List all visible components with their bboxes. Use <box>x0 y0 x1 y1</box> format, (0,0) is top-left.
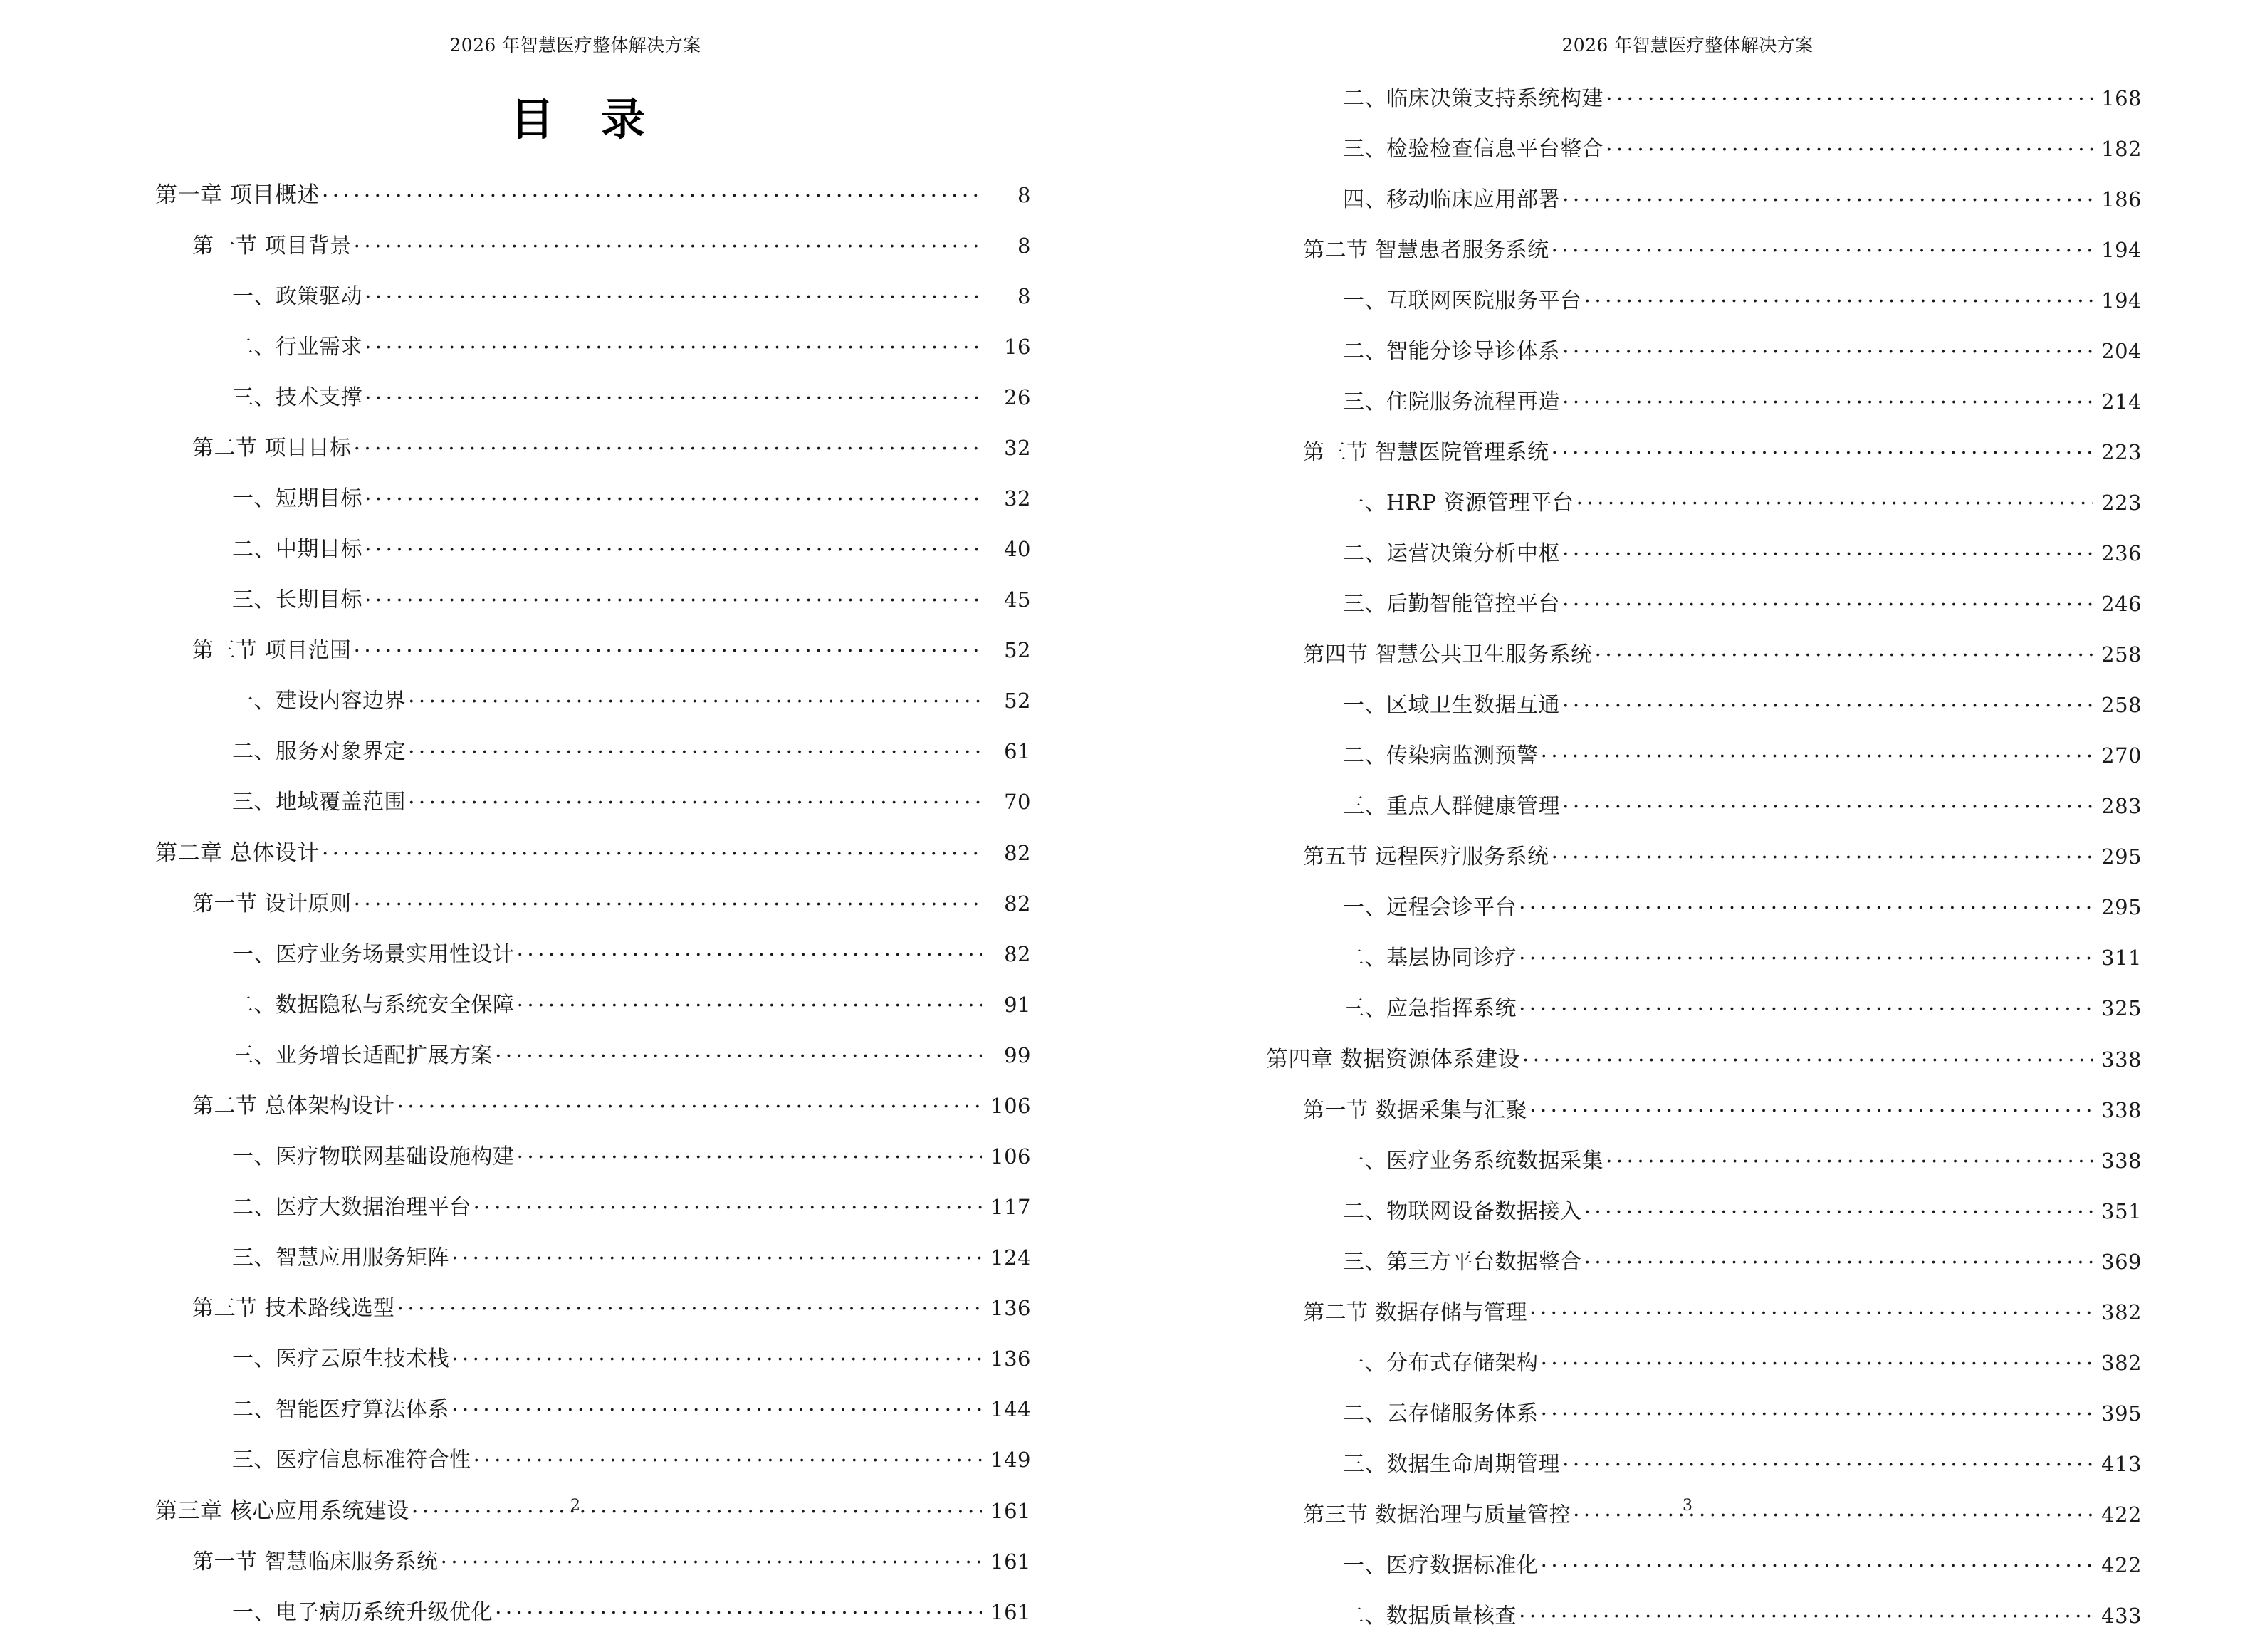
toc-entry-label: 第一节 项目背景 <box>192 234 352 258</box>
toc-entry-page-number: 26 <box>1004 385 1031 409</box>
page-title: 目 录 <box>510 93 661 145</box>
toc-entry-page-number: 32 <box>1004 486 1031 511</box>
toc-leader-dots <box>354 231 982 253</box>
toc-entry-page-number: 149 <box>990 1448 1031 1472</box>
toc-entry[interactable] <box>155 1092 1031 1117</box>
toc-entry-page-number: 338 <box>2101 1098 2142 1122</box>
toc-entry[interactable] <box>155 940 1031 966</box>
toc-entry-page-number: 382 <box>2101 1351 2142 1375</box>
toc-leader-dots <box>1562 792 2093 813</box>
toc-entry[interactable] <box>1266 1399 2142 1425</box>
toc-entry-label: 三、重点人群健康管理 <box>1343 794 1560 819</box>
toc-entry-label: 第五节 远程医疗服务系统 <box>1303 845 1549 869</box>
toc-entry-label: 第一章 项目概述 <box>155 182 320 208</box>
toc-entry-page-number: 422 <box>2101 1502 2142 1527</box>
toc-entry-label: 第三节 数据治理与质量管控 <box>1303 1502 1571 1527</box>
toc-leader-dots <box>1552 236 2093 257</box>
toc-entry[interactable] <box>1266 1450 2142 1475</box>
toc-entry[interactable] <box>155 990 1031 1016</box>
toc-leader-dots <box>1584 286 2093 308</box>
toc-entry[interactable] <box>1266 337 2142 362</box>
toc-entry-page-number: 283 <box>2101 794 2142 818</box>
toc-leader-dots <box>1576 488 2093 510</box>
toc-entry-page-number: 413 <box>2101 1452 2142 1476</box>
running-header: 2026 年智慧医疗整体解决方案 <box>1561 35 1814 56</box>
toc-entry-page-number: 61 <box>1004 739 1031 763</box>
toc-entry[interactable] <box>1266 84 2142 110</box>
toc-entry[interactable] <box>1266 1248 2142 1273</box>
toc-entry-label: 一、医疗数据标准化 <box>1343 1553 1539 1578</box>
toc-entry[interactable] <box>155 1598 1031 1624</box>
toc-entry-page-number: 40 <box>1004 537 1031 561</box>
toc-entry-page-number: 214 <box>2101 390 2142 414</box>
toc-entry-page-number: 338 <box>2101 1149 2142 1173</box>
toc-list-left <box>155 180 1031 1624</box>
toc-entry-page-number: 246 <box>2101 592 2142 616</box>
toc-entry[interactable] <box>155 585 1031 611</box>
toc-entry[interactable] <box>155 1041 1031 1067</box>
toc-entry-label: 一、医疗物联网基础设施构建 <box>232 1144 515 1169</box>
toc-entry[interactable] <box>1266 135 2142 160</box>
toc-entry-label: 第三章 核心应用系统建设 <box>155 1498 409 1524</box>
toc-leader-dots <box>408 686 982 708</box>
toc-entry-page-number: 258 <box>2101 693 2142 717</box>
toc-leader-dots <box>322 838 982 860</box>
toc-entry[interactable] <box>1266 943 2142 969</box>
toc-entry-page-number: 395 <box>2101 1401 2142 1426</box>
toc-leader-dots <box>1606 135 2093 156</box>
toc-entry-label: 第二节 总体架构设计 <box>192 1094 395 1119</box>
toc-leader-dots <box>451 1344 982 1366</box>
toc-entry-label: 一、HRP 资源管理平台 <box>1343 491 1574 516</box>
toc-leader-dots <box>397 1092 982 1113</box>
toc-entry-label: 四、移动临床应用部署 <box>1343 187 1560 212</box>
toc-entry[interactable] <box>155 484 1031 510</box>
toc-entry[interactable] <box>155 1446 1031 1471</box>
page-right <box>1125 0 2250 1629</box>
toc-entry-label: 三、第三方平台数据整合 <box>1343 1250 1582 1275</box>
toc-entry-label: 二、传染病监测预警 <box>1343 743 1539 768</box>
toc-entry-label: 二、智能医疗算法体系 <box>232 1397 449 1422</box>
toc-column-right <box>1266 84 2142 1652</box>
toc-entry-page-number: 382 <box>2101 1300 2142 1324</box>
toc-leader-dots <box>473 1446 983 1467</box>
toc-entry-page-number: 106 <box>990 1094 1031 1118</box>
toc-leader-dots <box>365 282 982 303</box>
toc-entry-label: 一、互联网医院服务平台 <box>1343 288 1582 313</box>
toc-entry-label: 二、数据质量核查 <box>1343 1604 1517 1629</box>
toc-entry[interactable] <box>1266 994 2142 1020</box>
toc-entry[interactable] <box>155 1395 1031 1421</box>
toc-leader-dots <box>397 1294 982 1315</box>
toc-entry-page-number: 117 <box>990 1195 1031 1219</box>
toc-leader-dots <box>354 636 982 657</box>
toc-leader-dots <box>517 1142 983 1164</box>
toc-entry[interactable] <box>1266 539 2142 565</box>
toc-entry-page-number: 186 <box>2101 187 2142 211</box>
toc-entry-label: 第二节 项目目标 <box>192 436 352 461</box>
toc-entry-page-number: 182 <box>2101 137 2142 161</box>
toc-entry-page-number: 82 <box>1004 841 1031 865</box>
toc-entry-label: 一、短期目标 <box>232 486 362 511</box>
toc-leader-dots <box>1541 741 2093 763</box>
toc-entry[interactable] <box>1266 640 2142 666</box>
toc-entry-label: 二、云存储服务体系 <box>1343 1401 1539 1426</box>
toc-entry-page-number: 16 <box>1004 335 1031 359</box>
toc-entry[interactable] <box>155 1344 1031 1370</box>
toc-entry-label: 二、服务对象界定 <box>232 739 406 764</box>
toc-leader-dots <box>1562 691 2093 712</box>
toc-entry-page-number: 204 <box>2101 339 2142 363</box>
toc-entry-label: 第四节 智慧公共卫生服务系统 <box>1303 642 1593 667</box>
toc-entry-page-number: 338 <box>2101 1047 2142 1072</box>
toc-entry[interactable] <box>1266 590 2142 615</box>
toc-leader-dots <box>517 990 983 1012</box>
toc-entry-page-number: 258 <box>2101 642 2142 666</box>
toc-entry-label: 第一节 数据采集与汇聚 <box>1303 1098 1528 1123</box>
toc-entry[interactable] <box>1266 236 2142 261</box>
toc-leader-dots <box>1595 640 2093 662</box>
toc-leader-dots <box>495 1041 982 1062</box>
toc-entry-label: 一、医疗业务系统数据采集 <box>1343 1149 1603 1173</box>
toc-leader-dots <box>1529 1298 2093 1319</box>
toc-entry-label: 二、数据隐私与系统安全保障 <box>232 993 515 1018</box>
toc-entry-label: 二、基层协同诊疗 <box>1343 946 1517 971</box>
toc-leader-dots <box>441 1547 982 1569</box>
toc-entry[interactable] <box>155 1142 1031 1168</box>
toc-entry-page-number: 144 <box>990 1397 1031 1421</box>
toc-leader-dots <box>1519 994 2093 1015</box>
toc-entry-page-number: 124 <box>990 1245 1031 1270</box>
toc-entry-page-number: 82 <box>1004 942 1031 966</box>
toc-entry-label: 二、行业需求 <box>232 335 362 360</box>
toc-entry-label: 一、政策驱动 <box>232 284 362 309</box>
toc-leader-dots <box>1606 84 2093 105</box>
toc-entry[interactable] <box>155 231 1031 257</box>
toc-entry-label: 第三节 技术路线选型 <box>192 1296 395 1321</box>
toc-leader-dots <box>365 585 982 607</box>
toc-entry-label: 二、运营决策分析中枢 <box>1343 541 1560 566</box>
toc-entry-page-number: 351 <box>2101 1199 2142 1223</box>
toc-leader-dots <box>1584 1248 2093 1269</box>
toc-entry-label: 第一节 设计原则 <box>192 892 352 916</box>
toc-entry[interactable] <box>155 1193 1031 1218</box>
toc-entry-page-number: 52 <box>1004 689 1031 713</box>
folio-left: 2 <box>570 1497 580 1515</box>
toc-entry[interactable] <box>1266 1096 2142 1122</box>
toc-column-left <box>155 84 1031 1648</box>
toc-entry[interactable] <box>155 434 1031 459</box>
toc-entry[interactable] <box>1266 842 2142 868</box>
toc-entry-page-number: 99 <box>1004 1043 1031 1067</box>
toc-entry-page-number: 136 <box>990 1296 1031 1320</box>
toc-entry-page-number: 433 <box>2101 1604 2142 1628</box>
toc-entry-label: 三、智慧应用服务矩阵 <box>232 1245 449 1270</box>
toc-entry-label: 第三节 项目范围 <box>192 638 352 663</box>
toc-entry[interactable] <box>1266 387 2142 413</box>
toc-leader-dots <box>473 1193 983 1214</box>
toc-entry-page-number: 45 <box>1004 587 1031 612</box>
toc-leader-dots <box>408 788 982 809</box>
toc-entry[interactable] <box>155 838 1031 864</box>
toc-entry-page-number: 295 <box>2101 845 2142 869</box>
toc-entry[interactable] <box>155 383 1031 409</box>
toc-entry-page-number: 223 <box>2101 440 2142 464</box>
toc-entry-label: 二、中期目标 <box>232 537 362 562</box>
toc-leader-dots <box>1562 590 2093 611</box>
toc-entry-page-number: 32 <box>1004 436 1031 460</box>
toc-entry-page-number: 369 <box>2101 1250 2142 1274</box>
toc-leader-dots <box>451 1243 982 1265</box>
toc-entry-page-number: 295 <box>2101 895 2142 919</box>
toc-entry-label: 一、区域卫生数据互通 <box>1343 693 1560 718</box>
toc-entry-label: 第三节 智慧医院管理系统 <box>1303 440 1549 465</box>
toc-entry[interactable] <box>155 1243 1031 1269</box>
toc-leader-dots <box>451 1395 982 1416</box>
toc-entry[interactable] <box>1266 893 2142 919</box>
toc-entry-label: 三、后勤智能管控平台 <box>1343 592 1560 617</box>
toc-entry-label: 第二节 智慧患者服务系统 <box>1303 238 1549 263</box>
toc-entry-label: 一、电子病历系统升级优化 <box>232 1600 493 1625</box>
toc-leader-dots <box>1529 1096 2093 1117</box>
toc-leader-dots <box>365 333 982 354</box>
toc-entry-page-number: 194 <box>2101 288 2142 313</box>
toc-entry-page-number: 161 <box>990 1499 1031 1523</box>
toc-entry-page-number: 82 <box>1004 892 1031 916</box>
toc-entry-page-number: 311 <box>2101 946 2142 970</box>
toc-entry-page-number: 236 <box>2101 541 2142 565</box>
toc-entry-label: 三、技术支撑 <box>232 385 362 410</box>
toc-entry-page-number: 168 <box>2101 86 2142 110</box>
toc-entry-page-number: 8 <box>1017 234 1031 258</box>
toc-entry-page-number: 270 <box>2101 743 2142 768</box>
toc-leader-dots <box>354 434 982 455</box>
toc-entry[interactable] <box>155 1547 1031 1573</box>
toc-leader-dots <box>1562 387 2093 409</box>
toc-entry[interactable] <box>155 788 1031 813</box>
toc-entry-label: 一、分布式存储架构 <box>1343 1351 1539 1376</box>
toc-entry-label: 三、检验检查信息平台整合 <box>1343 137 1603 162</box>
toc-leader-dots <box>1541 1551 2093 1572</box>
toc-entry-label: 一、远程会诊平台 <box>1343 895 1517 920</box>
toc-entry-label: 一、医疗业务场景实用性设计 <box>232 942 515 967</box>
toc-entry[interactable] <box>1266 1349 2142 1374</box>
toc-entry[interactable] <box>155 889 1031 915</box>
toc-leader-dots <box>1541 1349 2093 1370</box>
toc-entry[interactable] <box>1266 1601 2142 1627</box>
toc-entry[interactable] <box>1266 1197 2142 1223</box>
toc-leader-dots <box>1522 1045 2093 1067</box>
toc-entry-label: 第四章 数据资源体系建设 <box>1266 1047 1520 1072</box>
folio-right: 3 <box>1683 1497 1692 1515</box>
toc-entry-page-number: 161 <box>990 1549 1031 1574</box>
toc-entry[interactable] <box>1266 691 2142 716</box>
toc-entry-label: 三、医疗信息标准符合性 <box>232 1448 471 1473</box>
toc-leader-dots <box>322 180 982 202</box>
toc-leader-dots <box>1519 943 2093 965</box>
toc-leader-dots <box>1562 185 2093 206</box>
toc-entry[interactable] <box>155 737 1031 763</box>
toc-entry-label: 二、智能分诊导诊体系 <box>1343 339 1560 364</box>
toc-entry[interactable] <box>1266 792 2142 817</box>
toc-entry-page-number: 136 <box>990 1347 1031 1371</box>
toc-entry-label: 二、物联网设备数据接入 <box>1343 1199 1582 1224</box>
toc-entry-label: 三、住院服务流程再造 <box>1343 390 1560 414</box>
toc-entry-page-number: 161 <box>990 1600 1031 1624</box>
toc-entry-page-number: 325 <box>2101 996 2142 1020</box>
toc-entry[interactable] <box>1266 438 2142 464</box>
toc-entry-page-number: 223 <box>2101 491 2142 515</box>
toc-entry-label: 第二章 总体设计 <box>155 840 320 866</box>
toc-entry[interactable] <box>1266 1551 2142 1577</box>
toc-entry[interactable] <box>1266 1045 2142 1071</box>
toc-entry-page-number: 8 <box>1017 183 1031 207</box>
toc-entry-page-number: 422 <box>2101 1553 2142 1577</box>
toc-entry[interactable] <box>155 333 1031 358</box>
toc-entry-page-number: 70 <box>1004 790 1031 814</box>
toc-leader-dots <box>1552 842 2093 864</box>
toc-entry[interactable] <box>1266 286 2142 312</box>
toc-list-right <box>1266 84 2142 1627</box>
toc-entry[interactable] <box>1266 741 2142 767</box>
toc-entry[interactable] <box>1266 488 2142 514</box>
toc-entry-label: 第一节 智慧临床服务系统 <box>192 1549 439 1574</box>
toc-entry-label: 三、业务增长适配扩展方案 <box>232 1043 493 1068</box>
toc-leader-dots <box>365 383 982 404</box>
toc-leader-dots <box>354 889 982 911</box>
toc-entry-label: 第二节 数据存储与管理 <box>1303 1300 1528 1325</box>
toc-entry-label: 三、长期目标 <box>232 587 362 612</box>
toc-leader-dots <box>1562 539 2093 560</box>
toc-entry[interactable] <box>155 180 1031 206</box>
toc-entry-label: 一、医疗云原生技术栈 <box>232 1347 449 1371</box>
toc-entry-label: 三、地域覆盖范围 <box>232 790 406 815</box>
toc-entry-label: 二、医疗大数据治理平台 <box>232 1195 471 1220</box>
toc-leader-dots <box>1541 1399 2093 1421</box>
toc-entry[interactable] <box>155 535 1031 560</box>
toc-leader-dots <box>1562 1450 2093 1471</box>
toc-entry[interactable] <box>155 686 1031 712</box>
toc-entry-label: 三、应急指挥系统 <box>1343 996 1517 1021</box>
toc-leader-dots <box>365 484 982 506</box>
toc-leader-dots <box>495 1598 982 1619</box>
toc-entry-page-number: 8 <box>1017 284 1031 308</box>
toc-entry[interactable] <box>155 282 1031 308</box>
toc-leader-dots <box>1584 1197 2093 1218</box>
toc-entry[interactable] <box>1266 185 2142 211</box>
toc-leader-dots <box>365 535 982 556</box>
toc-entry-page-number: 194 <box>2101 238 2142 262</box>
toc-entry-page-number: 106 <box>990 1144 1031 1169</box>
toc-leader-dots <box>1519 1601 2093 1623</box>
toc-leader-dots <box>517 940 983 961</box>
page-left <box>0 0 1125 1625</box>
toc-leader-dots <box>1606 1146 2093 1168</box>
toc-entry-page-number: 91 <box>1004 993 1031 1017</box>
toc-entry-label: 一、建设内容边界 <box>232 689 406 713</box>
toc-entry-page-number: 52 <box>1004 638 1031 662</box>
toc-entry-label: 三、数据生命周期管理 <box>1343 1452 1560 1477</box>
toc-entry[interactable] <box>155 1294 1031 1319</box>
toc-entry[interactable] <box>155 636 1031 662</box>
toc-entry[interactable] <box>1266 1298 2142 1324</box>
toc-leader-dots <box>1552 438 2093 459</box>
toc-entry-label: 二、临床决策支持系统构建 <box>1343 86 1603 111</box>
running-header: 2026 年智慧医疗整体解决方案 <box>449 35 701 56</box>
toc-entry[interactable] <box>1266 1146 2142 1172</box>
toc-leader-dots <box>408 737 982 758</box>
toc-leader-dots <box>1519 893 2093 914</box>
toc-leader-dots <box>1562 337 2093 358</box>
